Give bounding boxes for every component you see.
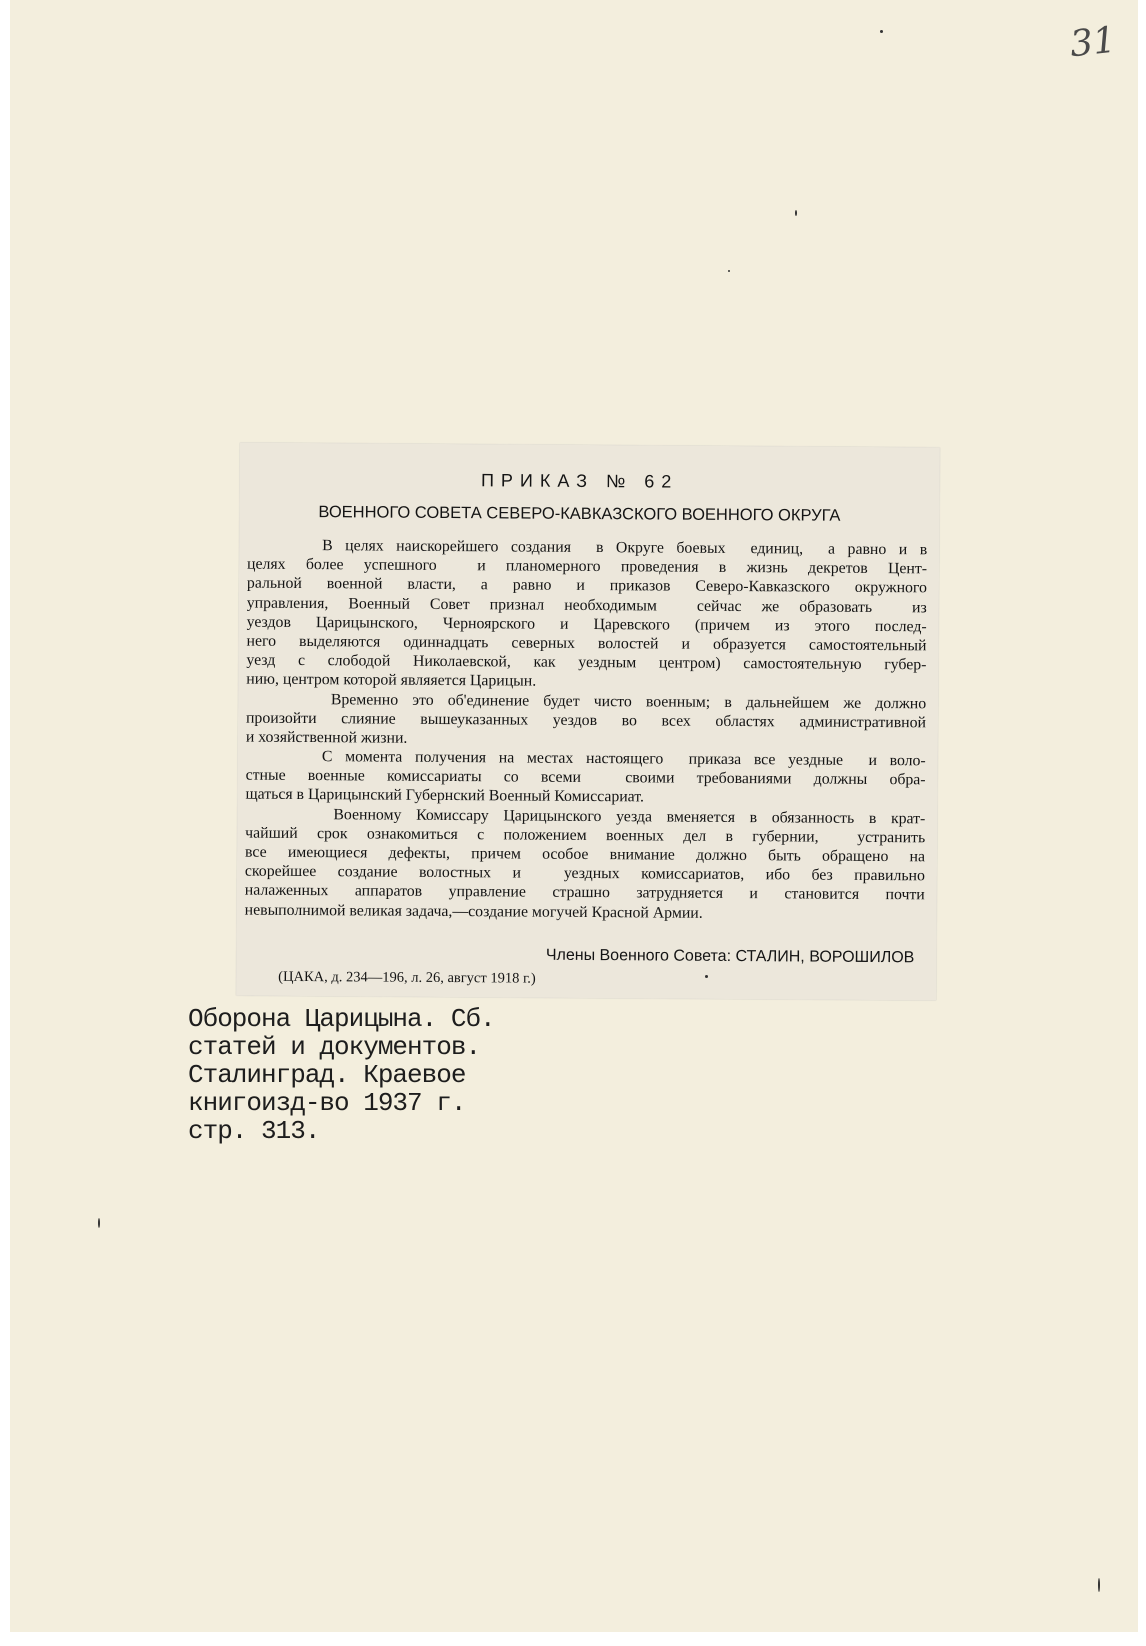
- scan-border-left: [0, 0, 10, 1646]
- order-body-line: уезд с слободой Николаевской, как уездным центром) самостоятельную губер-: [246, 651, 927, 674]
- paper-speck: [1098, 1578, 1100, 1592]
- newspaper-clipping: [236, 443, 940, 1001]
- scan-border-right: [1138, 0, 1146, 1646]
- archive-source-reference: (ЦАКА, д. 234—196, л. 26, август 1918 г.): [278, 968, 536, 987]
- order-body-line: уездов Царицынского, Черноярского и Царевского (причем из этого послед-: [246, 613, 927, 636]
- order-body-line: Временно это об'единение будет чисто военным; в дальнейшем же должно: [246, 690, 927, 712]
- handwritten-page-number: 31: [1067, 19, 1118, 66]
- order-body-line: нию, центром которой являяется Царицын.: [246, 670, 537, 690]
- order-body-line: и хозяйственной жизни.: [245, 728, 408, 747]
- paper-speck: [98, 1218, 100, 1228]
- order-body-line: Военному Комиссару Царицынского уезда вменяется в обязанность в крат-: [245, 805, 926, 827]
- citation-line: Оборона Царицына. Сб.: [188, 1004, 495, 1034]
- order-body-line: налаженных аппаратов управление страшно затрудняется и становится почти: [244, 881, 925, 904]
- order-body-line: чайший срок ознакомиться с положением военных дел в губернии, устранить: [245, 824, 926, 847]
- order-body-line: щаться в Царицынский Губернский Военный Комиссариат.: [245, 786, 645, 806]
- order-body: [245, 536, 928, 924]
- order-subtitle: ВОЕННОГО СОВЕТА СЕВЕРО-КАВКАЗСКОГО ВОЕННОГО ОКРУГА: [318, 503, 841, 525]
- order-body-line: ральной военной власти, а равно и приказов Северо-Кавказского окружного: [246, 574, 927, 597]
- order-body-line: управления, Военный Совет признал необходимым сейчас же образовать из: [246, 594, 927, 616]
- order-body-line: целях более успешного и планомерного проведения в жизнь декретов Цент-: [247, 555, 928, 578]
- scan-border-bottom: [0, 1632, 1146, 1646]
- order-body-line: скорейшее создание волостных и уездных комиссариатов, ибо без правильно: [244, 862, 925, 885]
- citation-line: книгоизд-во 1937 г.: [188, 1088, 466, 1118]
- order-body-line: С момента получения на местах настоящего приказа все уездные и воло-: [245, 747, 926, 770]
- order-body-line: него выделяются одиннадцать северных волостей и образуется самостоятельный: [246, 632, 927, 655]
- paper-speck: [880, 30, 883, 33]
- order-title: ПРИКАЗ № 62: [480, 470, 679, 492]
- citation-line: статей и документов.: [188, 1032, 481, 1062]
- typewritten-citation: [188, 1005, 495, 1145]
- order-body-line: стные военные комиссариаты со всеми своими требованиями должны обра-: [245, 766, 926, 789]
- paper-speck: [728, 270, 730, 272]
- paper-speck: [795, 210, 797, 216]
- citation-line: стр. 313.: [188, 1116, 320, 1146]
- order-body-line: В целях наискорейшего создания в Округе боевых единиц, а равно и в: [247, 536, 928, 559]
- order-signature: Члены Военного Совета: СТАЛИН, ВОРОШИЛОВ: [545, 946, 915, 967]
- paper-speck: [705, 975, 708, 978]
- order-body-line: произойти слияние вышеуказанных уездов во всех областях административной: [245, 709, 927, 732]
- order-body-line: невыполнимой великая задача,—создание могучей Красной Армии.: [244, 901, 703, 922]
- citation-line: Сталинград. Краевое: [188, 1060, 466, 1090]
- order-body-line: все имеющиеся дефекты, причем особое внимание должно быть обращено на: [245, 843, 926, 866]
